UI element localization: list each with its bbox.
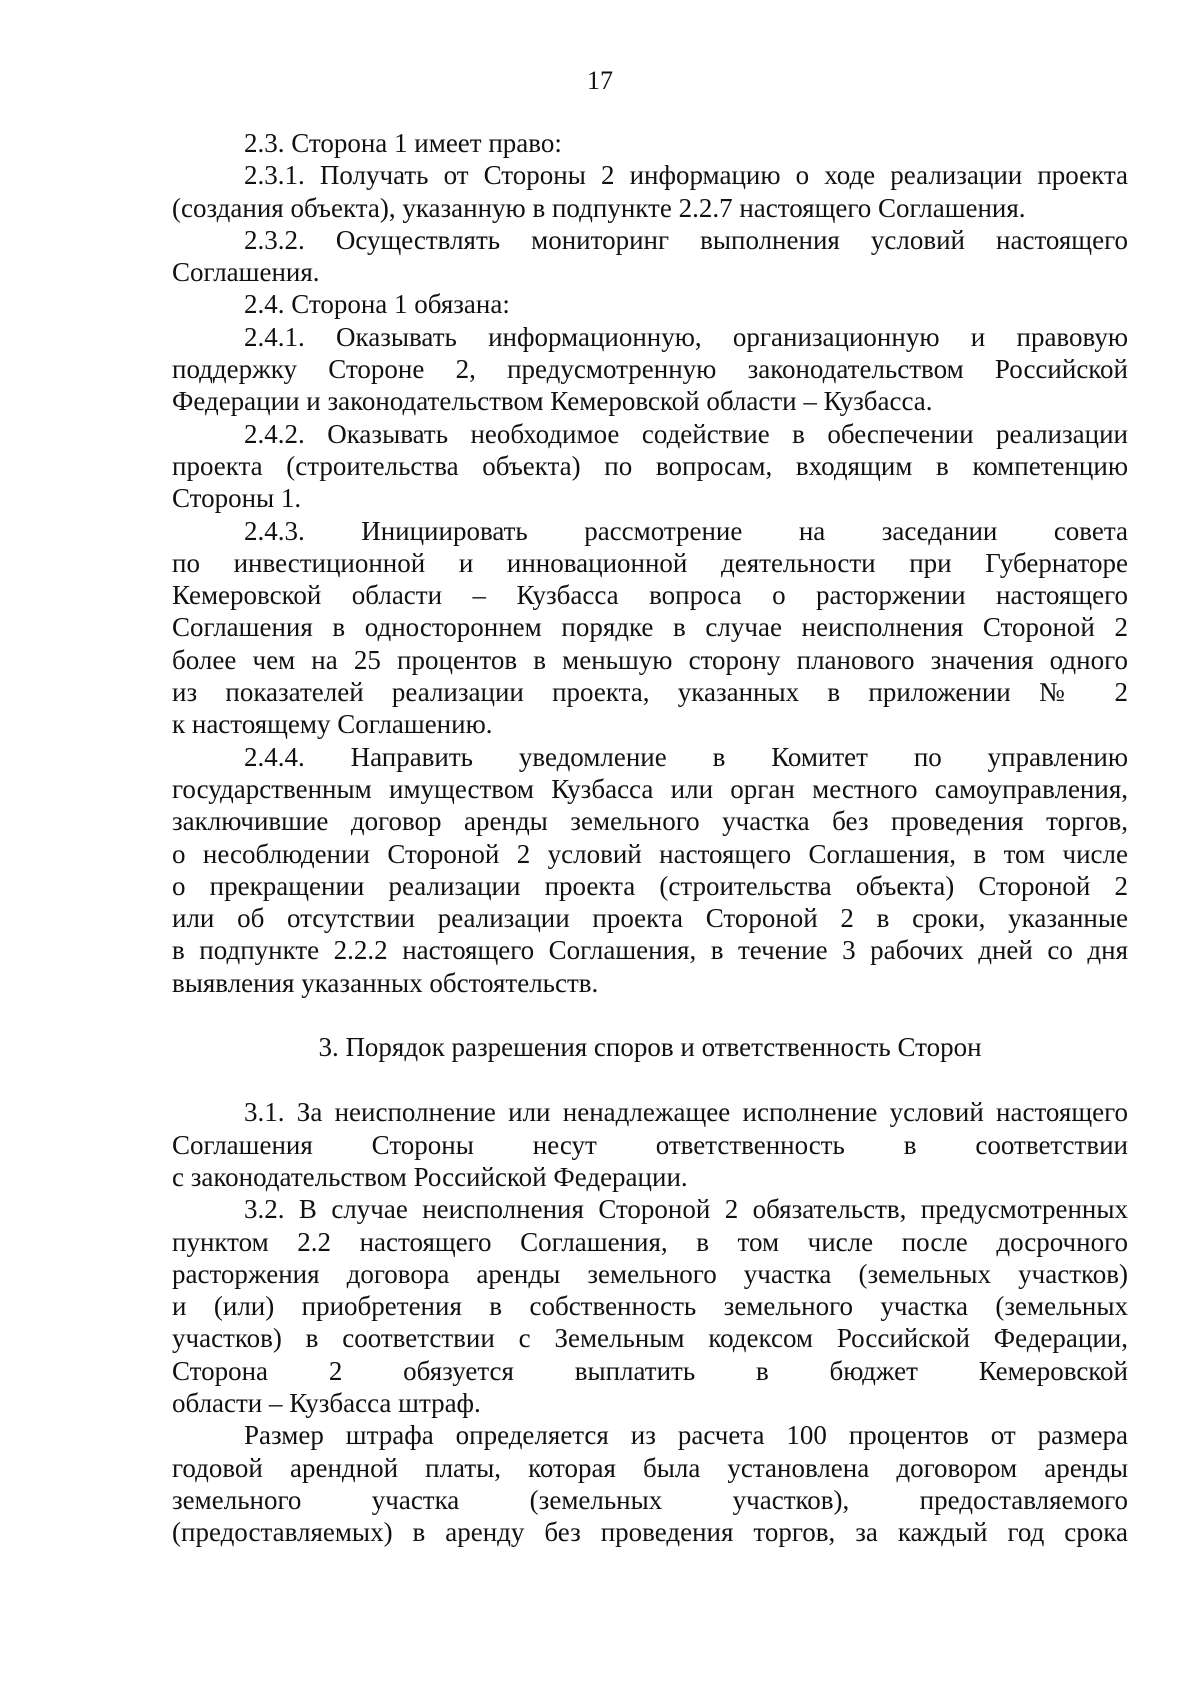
text-line: выявления указанных обстоятельств. bbox=[172, 967, 599, 998]
text-line: годовой арендной платы, которая была установлена договором аренды bbox=[172, 1452, 1128, 1483]
text-line: Размер штрафа определяется из расчета 100 процентов от размера bbox=[244, 1420, 1128, 1451]
text-line: 2.4.4. Направить уведомление в Комитет по управлению bbox=[244, 741, 1128, 772]
text-line: заключившие договор аренды земельного участка без проведения торгов, bbox=[172, 806, 1128, 837]
text-line: 3.2. В случае неисполнения Стороной 2 обязательств, предусмотренных bbox=[244, 1194, 1128, 1225]
text-line: земельного участка (земельных участков), предоставляемого bbox=[172, 1484, 1128, 1515]
text-line: 2.4.2. Оказывать необходимое содействие в обеспечении реализации bbox=[244, 418, 1128, 449]
text-line: 2.4.1. Оказывать информационную, организационную и правовую bbox=[244, 321, 1128, 352]
text-line: (создания объекта), указанную в подпункте 2.2.7 настоящего Соглашения. bbox=[172, 192, 1026, 223]
text-line: Соглашения в одностороннем порядке в случае неисполнения Стороной 2 bbox=[172, 612, 1128, 643]
paragraph bbox=[172, 159, 1128, 224]
text-line: о прекращении реализации проекта (строительства объекта) Стороной 2 bbox=[172, 870, 1128, 901]
text-line: пунктом 2.2 настоящего Соглашения, в том числе после досрочного bbox=[172, 1226, 1128, 1257]
text-line: 2.3.2. Осуществлять мониторинг выполнения условий настоящего bbox=[244, 224, 1128, 255]
text-line: участков) в соответствии с Земельным кодексом Российской Федерации, bbox=[172, 1323, 1128, 1354]
text-line: 2.4.3. Инициировать рассмотрение на заседании совета bbox=[244, 515, 1128, 546]
text-line: и (или) приобретения в собственность земельного участка (земельных bbox=[172, 1291, 1128, 1322]
text-line: государственным имуществом Кузбасса или орган местного самоуправления, bbox=[172, 773, 1128, 804]
text-line: (предоставляемых) в аренду без проведения торгов, за каждый год срока bbox=[172, 1517, 1128, 1548]
paragraph bbox=[172, 288, 1128, 320]
text-line: 2.3.1. Получать от Стороны 2 информацию о ходе реализации проекта bbox=[244, 160, 1128, 191]
text-line: в подпункте 2.2.2 настоящего Соглашения, в течение 3 рабочих дней со дня bbox=[172, 935, 1128, 966]
page-number: 17 bbox=[587, 66, 613, 95]
text-line: расторжения договора аренды земельного участка (земельных участков) bbox=[172, 1258, 1128, 1289]
document-body bbox=[172, 127, 1128, 1548]
text-line: 3.1. За неисполнение или ненадлежащее исполнение условий настоящего bbox=[244, 1097, 1128, 1128]
text-line: к настоящему Соглашению. bbox=[172, 709, 493, 740]
text-line: о несоблюдении Стороной 2 условий настоящего Соглашения, в том числе bbox=[172, 838, 1128, 869]
paragraph bbox=[172, 418, 1128, 515]
text-line: поддержку Стороне 2, предусмотренную законодательством Российской bbox=[172, 354, 1128, 385]
paragraph bbox=[172, 224, 1128, 289]
paragraph bbox=[172, 741, 1128, 999]
text-line: Кемеровской области – Кузбасса вопроса о расторжении настоящего bbox=[172, 580, 1128, 611]
text-line: или об отсутствии реализации проекта Стороной 2 в сроки, указанные bbox=[172, 903, 1128, 934]
text-line: по инвестиционной и инновационной деятельности при Губернаторе bbox=[172, 547, 1128, 578]
text-line: Федерации и законодательством Кемеровской области – Кузбасса. bbox=[172, 386, 933, 417]
text-line: области – Кузбасса штраф. bbox=[172, 1387, 481, 1418]
text-line: Соглашения Стороны несут ответственность в соответствии bbox=[172, 1129, 1128, 1160]
paragraph bbox=[172, 1193, 1128, 1419]
clauses-section-2 bbox=[172, 127, 1128, 999]
text-line: из показателей реализации проекта, указанных в приложении № 2 bbox=[172, 677, 1128, 708]
text-line: Сторона 2 обязуется выплатить в бюджет Кемеровской bbox=[172, 1355, 1128, 1386]
paragraph bbox=[172, 321, 1128, 418]
text-line: 2.3. Сторона 1 имеет право: bbox=[244, 128, 562, 158]
text-line: проекта (строительства объекта) по вопросам, входящим в компетенцию bbox=[172, 450, 1128, 481]
text-line: 2.4. Сторона 1 обязана: bbox=[244, 289, 510, 320]
paragraph bbox=[172, 1096, 1128, 1193]
text-line: Соглашения. bbox=[172, 257, 320, 288]
clauses-section-3 bbox=[172, 1096, 1128, 1548]
paragraph bbox=[172, 515, 1128, 741]
paragraph bbox=[172, 127, 1128, 159]
text-line: Стороны 1. bbox=[172, 483, 302, 514]
text-line: с законодательством Российской Федерации. bbox=[172, 1161, 688, 1192]
text-line: более чем на 25 процентов в меньшую сторону планового значения одного bbox=[172, 644, 1128, 675]
paragraph bbox=[172, 1419, 1128, 1548]
section-heading: 3. Порядок разрешения споров и ответственность Сторон bbox=[318, 1032, 982, 1063]
